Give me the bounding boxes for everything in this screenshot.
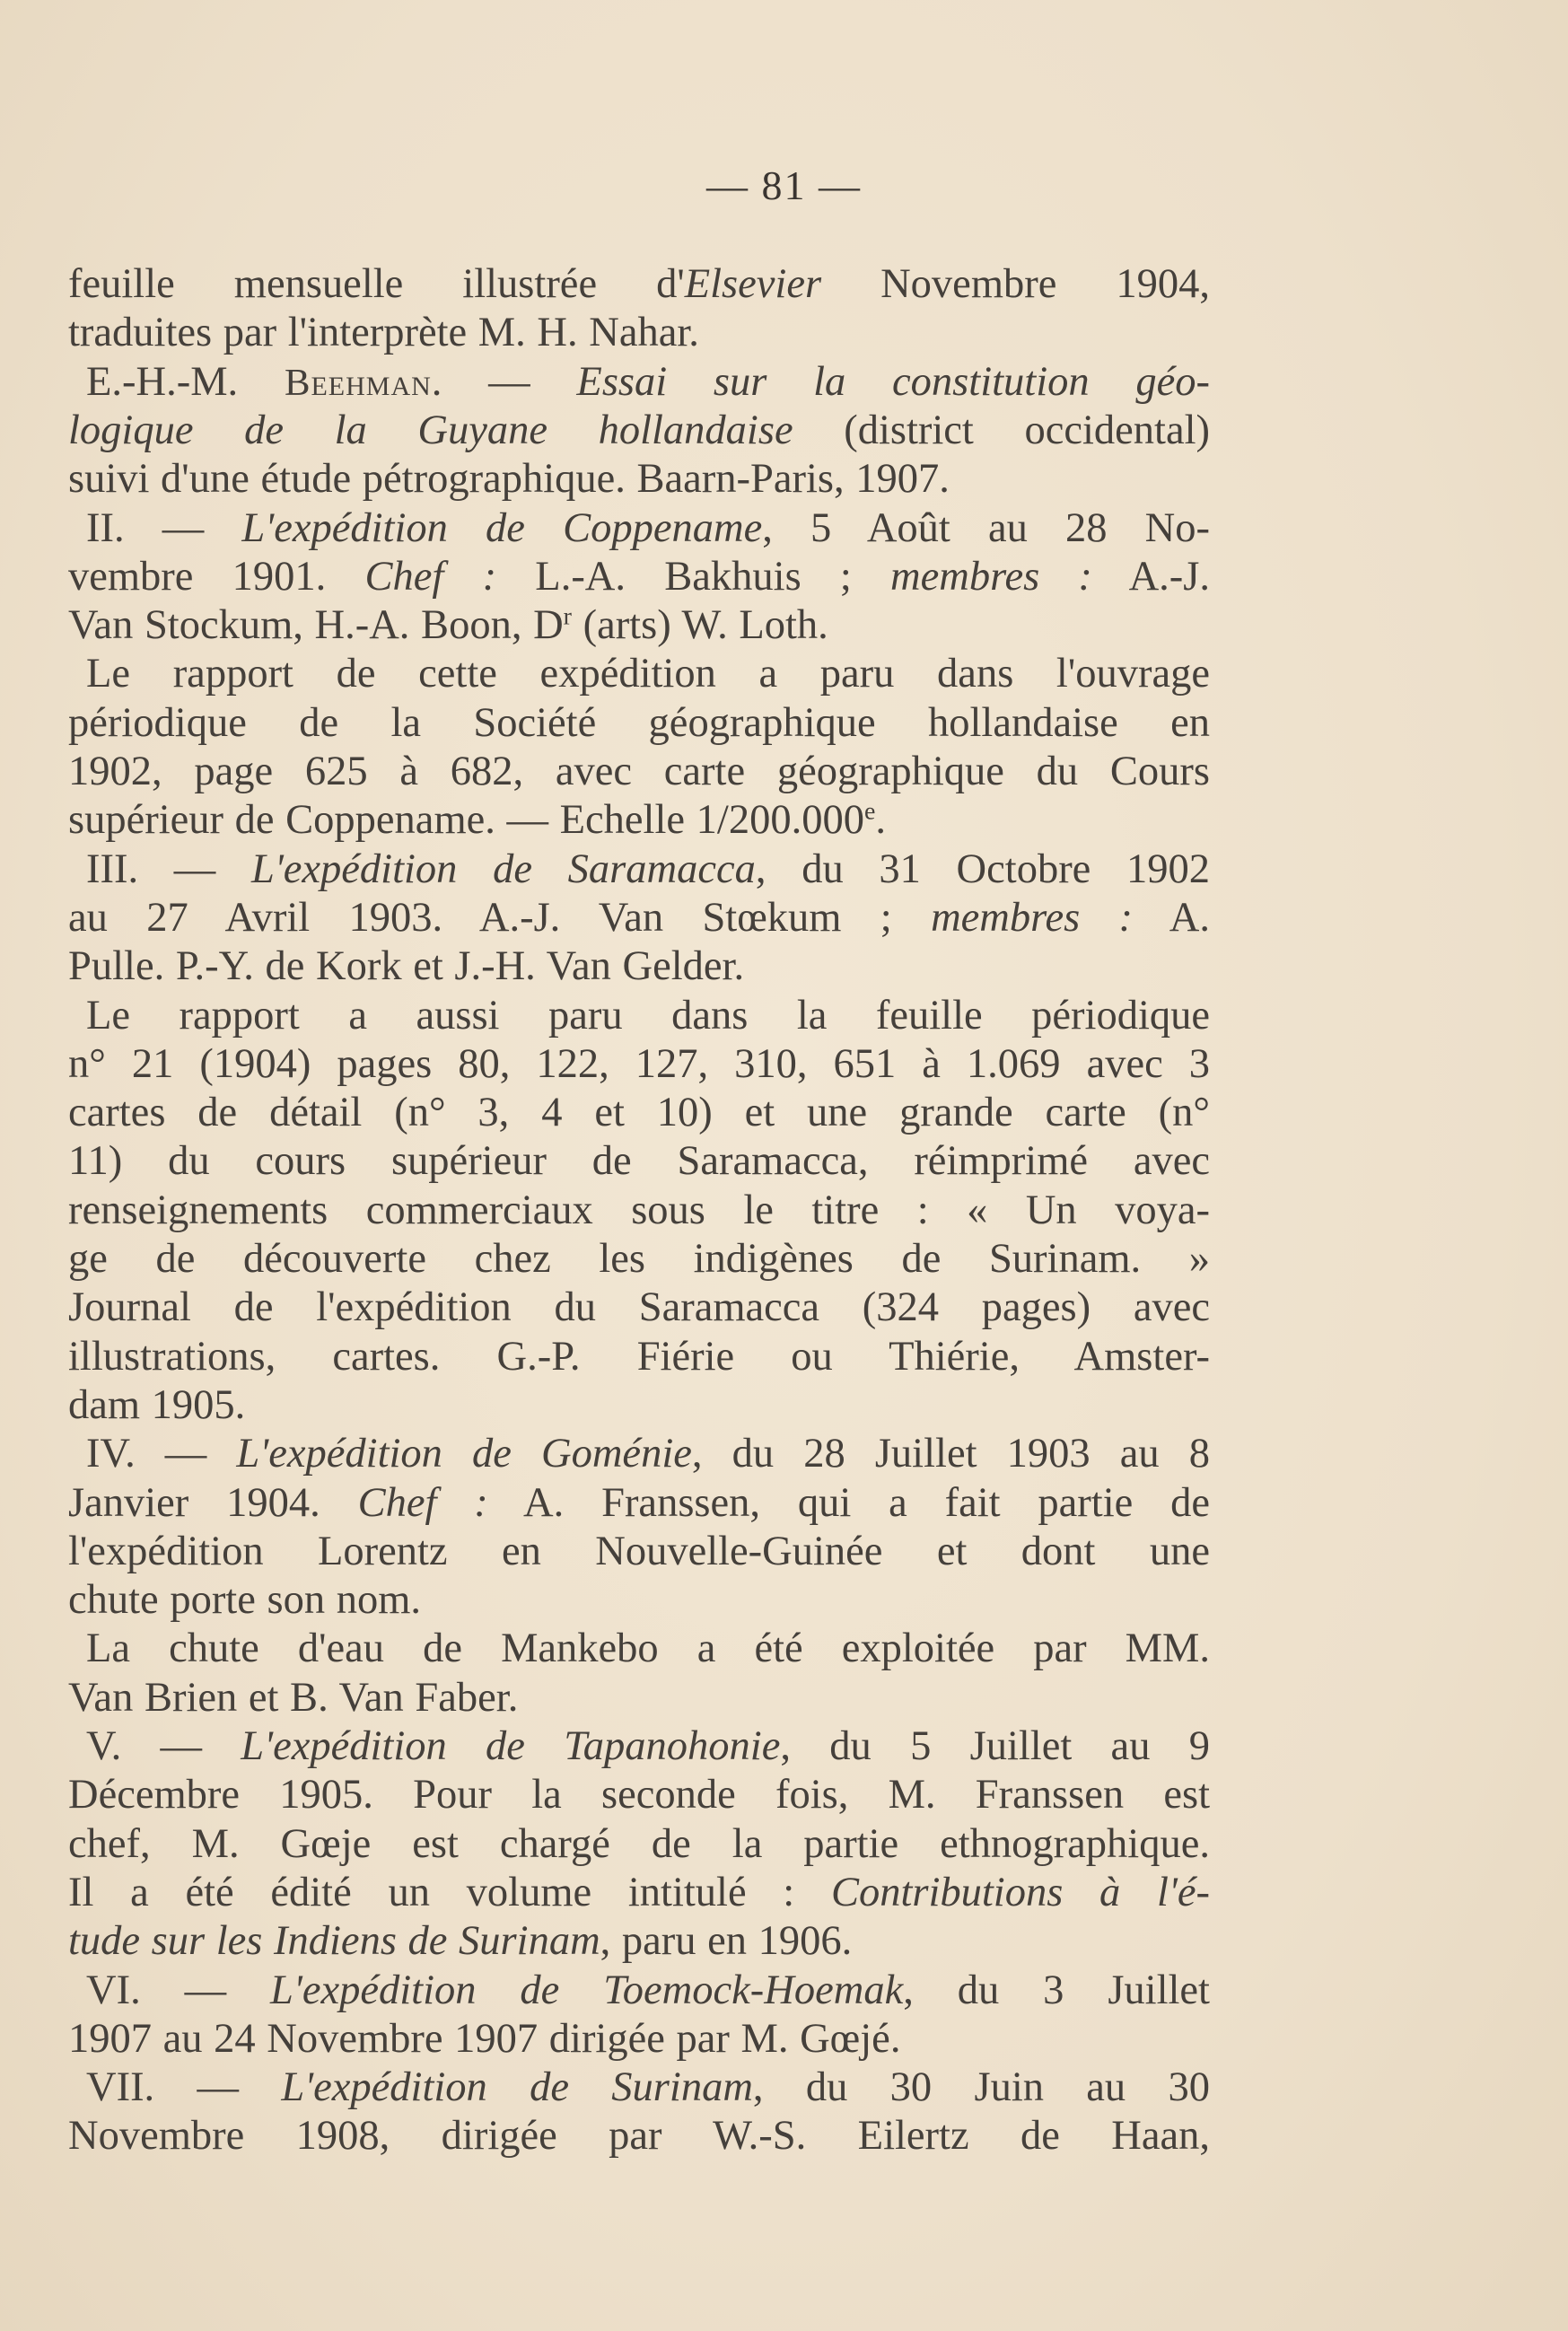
text-segment: A. Franssen, qui a fait partie de	[487, 1479, 1210, 1526]
text-segment: L.-A. Bakhuis ;	[496, 553, 891, 600]
text-line	[68, 1917, 1210, 1966]
text-segment: ge de découverte chez les indigènes de Surinam. »	[68, 1236, 1210, 1282]
text-line	[68, 942, 1210, 991]
text-segment: vembre 1901.	[68, 553, 365, 600]
text-segment: périodique de la Société géographique hollandaise en	[68, 699, 1210, 746]
text-line	[86, 846, 1210, 894]
text-line	[68, 1869, 1210, 1917]
text-segment: , du 5 Juillet au 9	[780, 1723, 1210, 1769]
text-segment: traduites par l'interprète M. H. Nahar.	[68, 310, 699, 356]
italic-text: L'expédition de Tapanohonie	[241, 1723, 781, 1769]
text-segment: 11) du cours supérieur de Saramacca, réimprimé avec	[68, 1138, 1210, 1185]
text-line	[68, 1284, 1210, 1332]
text-segment: au 27 Avril 1903. A.-J. Van Stœkum ;	[68, 894, 932, 941]
italic-text: Essai sur la constitution géo-	[576, 358, 1210, 405]
text-line	[68, 1381, 1210, 1430]
text-segment: VI. —	[86, 1967, 271, 2013]
italic-text: Chef :	[364, 553, 497, 600]
italic-text: L'expédition de Toemock-Hoemak	[270, 1967, 904, 2013]
text-segment: V. —	[86, 1723, 241, 1769]
text-segment: , paru en 1906.	[600, 1918, 853, 1965]
italic-text: Elsevier	[684, 261, 822, 307]
text-segment: , du 3 Juillet	[903, 1967, 1210, 2013]
superscript: e	[863, 797, 876, 826]
text-segment: Décembre 1905. Pour la seconde fois, M. Franssen est	[68, 1772, 1210, 1818]
text-segment: .	[875, 797, 886, 844]
text-line	[86, 1625, 1210, 1673]
italic-text: L'expédition de Goménie	[236, 1431, 692, 1477]
text-line	[86, 650, 1210, 698]
text-segment: chef, M. Gœje est chargé de la partie ethnographique.	[68, 1820, 1210, 1867]
text-line	[68, 260, 1210, 309]
text-line	[68, 1479, 1210, 1528]
text-segment: III. —	[86, 846, 251, 892]
superscript: r	[563, 602, 572, 631]
text-line	[68, 1674, 1210, 1722]
text-segment: feuille mensuelle illustrée d'	[68, 261, 685, 307]
italic-text: tude sur les Indiens de Surinam	[68, 1918, 600, 1965]
text-segment: (district occidental)	[793, 407, 1210, 453]
text-line	[68, 894, 1210, 942]
text-line	[86, 992, 1210, 1040]
text-line	[68, 1235, 1210, 1284]
text-line	[68, 796, 1210, 845]
italic-text: L'expédition de Surinam	[281, 2064, 753, 2111]
text-line	[68, 1576, 1210, 1625]
text-segment: , 5 Août au 28 No-	[762, 504, 1210, 551]
text-segment: E.-H.-M.	[86, 358, 285, 405]
text-segment: 1902, page 625 à 682, avec carte géographique du Cours	[68, 749, 1210, 794]
small-caps-name: Beehman	[284, 361, 432, 404]
text-line	[68, 1089, 1210, 1137]
text-line	[68, 2112, 1210, 2160]
text-line	[68, 601, 1210, 650]
text-line	[68, 1771, 1210, 1819]
text-line	[86, 2064, 1210, 2112]
text-segment: La chute d'eau de Mankebo a été exploitée par MM.	[86, 1626, 1210, 1672]
text-line	[86, 504, 1210, 553]
text-line	[68, 407, 1210, 455]
text-line	[68, 2015, 1210, 2064]
text-segment: . —	[431, 358, 577, 405]
text-line	[86, 1722, 1210, 1771]
text-segment: suivi d'une étude pétrographique. Baarn-Paris, 1907.	[68, 456, 950, 503]
text-segment: dam 1905.	[68, 1381, 246, 1428]
text-segment: , du 31 Octobre 1902	[755, 846, 1210, 892]
page-number: — 81 —	[706, 162, 862, 208]
text-segment: Van Brien et B. Van Faber.	[68, 1674, 519, 1721]
text-segment: Novembre 1904,	[821, 261, 1210, 307]
text-line	[86, 358, 1210, 407]
italic-text: Chef :	[357, 1479, 488, 1526]
text-segment: A.-J.	[1091, 553, 1210, 600]
text-segment: Van Stockum, H.-A. Boon, D	[68, 602, 564, 649]
text-segment: IV. —	[86, 1431, 237, 1477]
text-segment: Il a été édité un volume intitulé :	[68, 1869, 831, 1915]
text-line	[68, 1333, 1210, 1381]
text-segment: 1907 au 24 Novembre 1907 dirigée par M. Gœjé.	[68, 2015, 901, 2062]
text-line	[68, 1040, 1210, 1089]
text-segment: Journal de l'expédition du Saramacca (324 pages) avec	[68, 1284, 1210, 1331]
italic-text: L'expédition de Saramacca	[250, 846, 756, 892]
text-segment: n° 21 (1904) pages 80, 122, 127, 310, 651 à 1.069 avec 3	[68, 1040, 1210, 1087]
text-line	[68, 1187, 1210, 1235]
text-segment: A.	[1133, 894, 1210, 941]
text-line	[68, 748, 1210, 796]
italic-text: Contributions à l'é-	[830, 1869, 1210, 1915]
italic-text: membres :	[890, 553, 1092, 600]
italic-text: L'expédition de Coppename	[241, 504, 763, 551]
text-segment: (arts) W. Loth.	[571, 602, 828, 649]
text-line	[68, 553, 1210, 601]
text-line	[68, 699, 1210, 748]
italic-text: membres :	[931, 894, 1134, 941]
text-segment: Novembre 1908, dirigée par W.-S. Eilertz de Haan,	[68, 2113, 1210, 2160]
text-line	[68, 1820, 1210, 1869]
text-segment: Le rapport de cette expédition a paru dans l'ouvrage	[86, 651, 1210, 697]
text-segment: supérieur de Coppename. — Echelle 1/200.000	[68, 797, 864, 844]
text-line	[86, 1967, 1210, 2015]
text-segment: renseignements commerciaux sous le titre : « Un voya-	[68, 1187, 1210, 1233]
text-segment: l'expédition Lorentz en Nouvelle-Guinée et dont une	[68, 1528, 1210, 1574]
text-segment: , du 30 Juin au 30	[752, 2064, 1210, 2111]
text-segment: II. —	[86, 504, 242, 551]
text-segment: cartes de détail (n° 3, 4 et 10) et une grande carte (n°	[68, 1090, 1210, 1136]
text-segment: Janvier 1904.	[68, 1479, 358, 1526]
text-segment: illustrations, cartes. G.-P. Fiérie ou Thiérie, Amster-	[68, 1333, 1210, 1380]
text-line	[68, 1528, 1210, 1576]
italic-text: logique de la Guyane hollandaise	[68, 407, 793, 453]
text-segment: Le rapport a aussi paru dans la feuille périodique	[86, 992, 1210, 1038]
text-segment: Pulle. P.-Y. de Kork et J.-H. Van Gelder.	[68, 943, 745, 990]
text-line	[68, 1137, 1210, 1186]
text-line	[68, 309, 1210, 357]
text-segment: , du 28 Juillet 1903 au 8	[691, 1431, 1210, 1477]
text-line	[68, 455, 1210, 504]
text-segment: chute porte son nom.	[68, 1577, 422, 1624]
text-line	[86, 1430, 1210, 1478]
text-segment: VII. —	[86, 2064, 282, 2111]
